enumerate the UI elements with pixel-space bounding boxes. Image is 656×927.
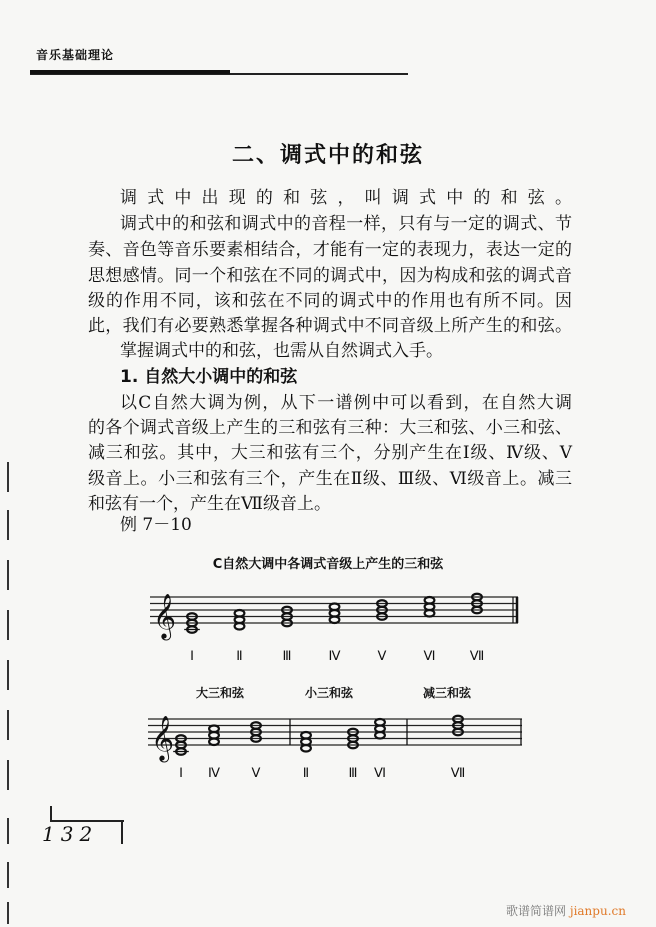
paragraph-line: 和弦有一个，产生在Ⅶ级音上。 xyxy=(88,494,331,514)
degree-label: Ⅵ xyxy=(423,648,436,663)
note-head xyxy=(375,719,385,726)
degree-label: Ⅳ xyxy=(208,765,220,780)
note-head xyxy=(301,732,311,739)
margin-mark xyxy=(7,610,9,640)
degree-label: Ⅲ xyxy=(348,765,358,780)
treble-clef-icon: 𝄞 xyxy=(151,716,175,761)
page-number-frame xyxy=(121,820,123,844)
note-head xyxy=(330,604,340,611)
running-head: 音乐基础理论 xyxy=(36,48,115,62)
paragraph-line: 奏、音色等音乐要素相结合，才能有一定的表现力，表达一定的 xyxy=(88,240,572,260)
paragraph-line: 以C自然大调为例，从下一谱例中可以看到，在自然大调 xyxy=(120,393,572,413)
page-number: 132 xyxy=(42,822,99,846)
example-label: 例 7－10 xyxy=(120,515,192,535)
note-head xyxy=(235,610,245,617)
page-number-frame xyxy=(50,806,124,822)
score-title: C自然大调中各调式音级上产生的三和弦 xyxy=(212,557,444,572)
chord-type-label: 减三和弦 xyxy=(423,686,472,700)
margin-mark xyxy=(7,660,9,690)
margin-mark xyxy=(7,862,9,888)
degree-label: Ⅱ xyxy=(236,648,243,663)
chord-type-label: 小三和弦 xyxy=(305,686,354,700)
note-head xyxy=(209,726,219,733)
paragraph-line: 掌握调式中的和弦，也需从自然调式入手。 xyxy=(120,341,443,361)
note-head xyxy=(425,597,435,604)
subheading: 1. 自然大小调中的和弦 xyxy=(120,367,298,387)
treble-clef-icon: 𝄞 xyxy=(153,594,177,639)
margin-mark xyxy=(7,710,9,740)
paragraph-line: 减三和弦。其中，大三和弦有三个，分别产生在Ⅰ级、Ⅳ级、Ⅴ xyxy=(88,443,572,463)
paragraph-line: 级音上。小三和弦有三个，产生在Ⅱ级、Ⅲ级、Ⅵ级音上。减三 xyxy=(88,469,572,489)
degree-label: Ⅰ xyxy=(190,648,194,663)
degree-label: Ⅲ xyxy=(282,648,292,663)
degree-label: Ⅴ xyxy=(377,648,387,663)
paragraph-line: 此，我们有必要熟悉掌握各种调式中不同音级上所产生的和弦。 xyxy=(88,316,572,336)
paragraph-line: 思想感情。同一个和弦在不同的调式中，因为构成和弦的调式音 xyxy=(88,266,572,286)
degree-label: Ⅶ xyxy=(450,765,466,780)
degree-label: Ⅶ xyxy=(469,648,485,663)
watermark-url: jianpu.cn xyxy=(569,904,626,918)
paragraph-line: 调式中出现的和弦，叫调式中的和弦。 xyxy=(120,188,572,208)
margin-mark xyxy=(7,818,9,844)
degree-label: Ⅴ xyxy=(251,765,261,780)
paragraph-line: 级的作用不同，该和弦在不同的调式中的作用也有所不同。因 xyxy=(88,291,572,311)
chord-type-label: 大三和弦 xyxy=(196,686,245,700)
margin-mark xyxy=(7,902,9,924)
margin-mark xyxy=(7,510,9,540)
degree-label: Ⅰ xyxy=(179,765,183,780)
margin-mark xyxy=(7,462,9,492)
degree-label: Ⅱ xyxy=(302,765,310,780)
paragraph-line: 调式中的和弦和调式中的音程一样，只有与一定的调式、节 xyxy=(120,214,572,234)
degree-label: Ⅵ xyxy=(374,765,386,780)
degree-label: Ⅳ xyxy=(328,648,341,663)
section-title: 二、调式中的和弦 xyxy=(231,143,424,168)
paragraph-line: 的各个调式音级上产生的三和弦有三种：大三和弦、小三和弦、 xyxy=(88,418,572,438)
margin-mark xyxy=(7,560,9,590)
margin-mark xyxy=(7,760,9,790)
watermark-cn: 歌谱简谱网 xyxy=(506,904,567,918)
watermark xyxy=(506,902,626,919)
